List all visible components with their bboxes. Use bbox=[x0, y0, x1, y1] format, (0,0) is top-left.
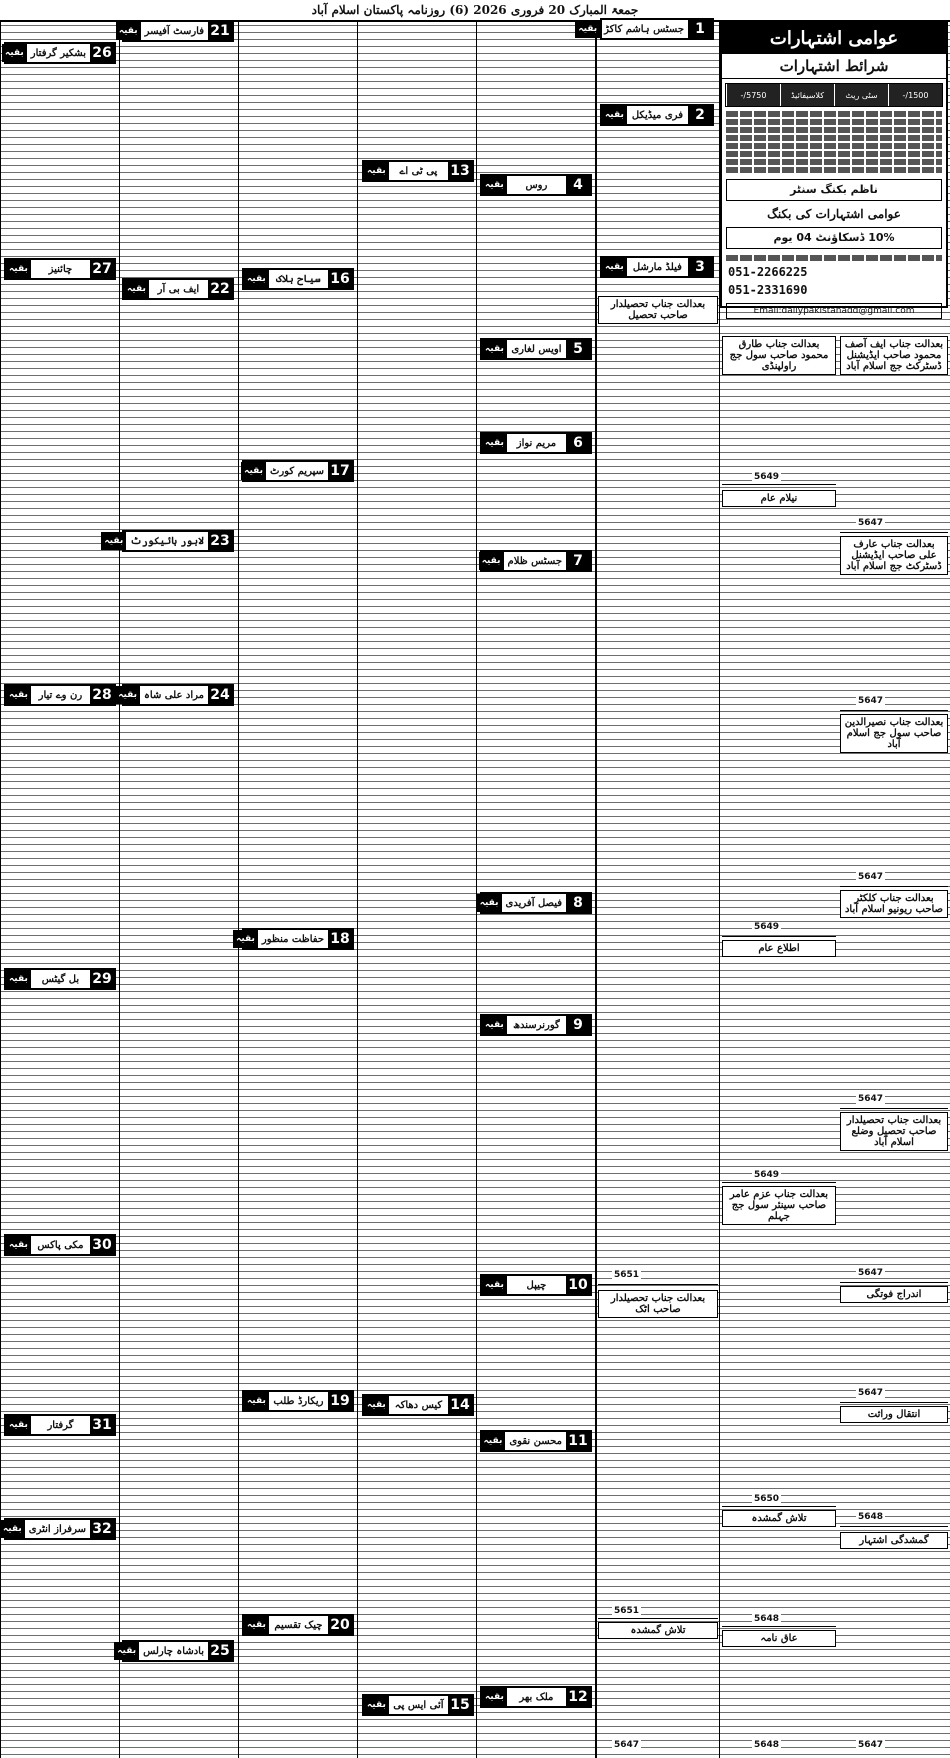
notice-code: 5647 bbox=[858, 696, 884, 706]
notice-heading: گمشدگی اشتہار bbox=[840, 1532, 948, 1549]
notice-heading: بعدالت جناب عزم عامر صاحب سینئر سول جج جہلم bbox=[722, 1186, 836, 1225]
continuation-tag: 30 مکی پاکس بقیہ bbox=[4, 1234, 116, 1256]
phone-1: 051-2266225 bbox=[728, 265, 808, 279]
notice-heading: بعدالت جناب نصیرالدین صاحب سول جج اسلام آباد bbox=[840, 714, 948, 753]
notice-code: 5647 bbox=[858, 1388, 884, 1398]
notice-code: 5647 bbox=[858, 1268, 884, 1278]
rate-strip bbox=[725, 83, 943, 107]
continuation-tag: 5 اویس لغاری بقیہ bbox=[480, 338, 592, 360]
notice-code: 5649 bbox=[754, 472, 780, 482]
phone-2: 051-2331690 bbox=[728, 283, 808, 297]
continuation-tag: 32 سرفراز انٹری بقیہ bbox=[4, 1518, 116, 1540]
notice-code: 5648 bbox=[754, 1740, 780, 1750]
notice-code: 5649 bbox=[754, 1170, 780, 1180]
continuation-tag: 10 چیپل بقیہ bbox=[480, 1274, 592, 1296]
continuation-tag: 11 محسن نقوی بقیہ bbox=[480, 1430, 592, 1452]
notice-code: 5650 bbox=[754, 1494, 780, 1504]
notice-heading: عاق نامہ bbox=[722, 1630, 836, 1647]
continuation-tag: 29 بل گیٹس بقیہ bbox=[4, 968, 116, 990]
rate-cell: 1500/- bbox=[888, 84, 942, 106]
continuation-tag: 4 روس بقیہ bbox=[480, 174, 592, 196]
notice-code: 5647 bbox=[858, 872, 884, 882]
notice-code: 5647 bbox=[614, 1740, 640, 1750]
rate-cell: سٹی ریٹ bbox=[834, 84, 888, 106]
notice-code: 5649 bbox=[754, 922, 780, 932]
continuation-tag: 25 بادشاہ چارلس بقیہ bbox=[122, 1640, 234, 1662]
continuation-tag: 18 حفاظت منظور بقیہ bbox=[242, 928, 354, 950]
continuation-tag: 16 سیاح ہلاک بقیہ bbox=[242, 268, 354, 290]
classifieds-title: عوامی اشتہارات bbox=[722, 24, 946, 54]
notice-heading: بعدالت جناب تحصیلدار صاحب تحصیل وضلع اسلام آباد bbox=[840, 1112, 948, 1151]
continuation-tag: 31 گرفتار بقیہ bbox=[4, 1414, 116, 1436]
continuation-tag: 15 آئی ایس پی بقیہ bbox=[362, 1694, 474, 1716]
news-column-8 bbox=[0, 22, 119, 1758]
continuation-tag: 7 جسٹس ظلام بقیہ bbox=[480, 550, 592, 572]
notice-code: 5647 bbox=[858, 518, 884, 528]
news-column-5 bbox=[357, 22, 476, 1758]
continuation-tag: 1 جسٹس ہاشم کاکڑ بقیہ bbox=[600, 18, 714, 40]
classifieds-panel bbox=[720, 22, 948, 316]
continuation-tag: 20 چیک تقسیم بقیہ bbox=[242, 1614, 354, 1636]
news-column-3 bbox=[595, 22, 721, 1758]
booking-discount: 10% ڈسکاؤنٹ 04 یوم bbox=[726, 227, 942, 249]
continuation-tag: 12 ملک بھر بقیہ bbox=[480, 1686, 592, 1708]
continuation-tag: 22 ایف بی آر بقیہ bbox=[122, 278, 234, 300]
notice-heading: بعدالت جناب کلکٹر صاحب ریونیو اسلام آباد bbox=[840, 890, 948, 918]
notice-heading: انتقال وراثت bbox=[840, 1406, 948, 1423]
notice-code: 5651 bbox=[614, 1270, 640, 1280]
continuation-tag: 8 فیصل آفریدی بقیہ bbox=[480, 892, 592, 914]
news-column-4 bbox=[476, 22, 595, 1758]
notice-code: 5647 bbox=[858, 1740, 884, 1750]
notice-heading: نیلام عام bbox=[722, 490, 836, 507]
classifieds-subtitle: شرائط اشتہارات bbox=[722, 54, 946, 79]
continuation-tag: 13 پی ٹی اے بقیہ bbox=[362, 160, 474, 182]
continuation-tag: 2 فری میڈیکل بقیہ bbox=[600, 104, 714, 126]
notice-heading: اندراج فوتگی bbox=[840, 1286, 948, 1303]
continuation-tag: 19 ریکارڈ طلب بقیہ bbox=[242, 1390, 354, 1412]
notice-code: 5651 bbox=[614, 1606, 640, 1616]
notice-heading: تلاش گمشدہ bbox=[598, 1622, 718, 1639]
continuation-tag: 23 لاہور ہائیکورٹ بقیہ bbox=[122, 530, 234, 552]
continuation-tag: 28 رن وے تیار بقیہ bbox=[4, 684, 116, 706]
notice-heading: اطلاع عام bbox=[722, 940, 836, 957]
notice-heading: بعدالت جناب تحصیلدار صاحب تحصیل bbox=[598, 296, 718, 324]
rate-cell: کلاسیفائیڈ bbox=[780, 84, 834, 106]
notice-code: 5648 bbox=[858, 1512, 884, 1522]
notice-code: 5647 bbox=[858, 1094, 884, 1104]
rate-cell: 5750/- bbox=[726, 84, 780, 106]
notice-heading: تلاش گمشدہ bbox=[722, 1510, 836, 1527]
continuation-tag: 27 چائنیز بقیہ bbox=[4, 258, 116, 280]
continuation-tag: 6 مریم نواز بقیہ bbox=[480, 432, 592, 454]
booking-title: عوامی اشتہارات کی بکنگ bbox=[767, 207, 901, 221]
email-address: Email:dailypakistanadd@gmail.com bbox=[726, 303, 942, 319]
continuation-tag: 26 بشکیر گرفتار بقیہ bbox=[4, 42, 116, 64]
notice-heading: بعدالت جناب عارف علی صاحب ایڈیشنل ڈسٹرکٹ جج اسلام آباد bbox=[840, 536, 948, 575]
continuation-tag: 9 گورنرسندھ بقیہ bbox=[480, 1014, 592, 1036]
continuation-tag: 3 فیلڈ مارشل بقیہ bbox=[600, 256, 714, 278]
booking-center: ناظم بکنگ سنٹر bbox=[726, 179, 942, 201]
continuation-tag: 21 فارسٹ آفیسر بقیہ bbox=[122, 20, 234, 42]
continuation-tag: 24 مراد علی شاہ بقیہ bbox=[122, 684, 234, 706]
continuation-tag: 17 سپریم کورٹ بقیہ bbox=[242, 460, 354, 482]
notice-heading: بعدالت جناب ایف آصف محمود صاحب ایڈیشنل ڈسٹرکٹ جج اسلام آباد bbox=[840, 336, 948, 375]
continuation-tag: 14 کیس دھاکہ بقیہ bbox=[362, 1394, 474, 1416]
notice-heading: بعدالت جناب طارق محمود صاحب سول جج راولپنڈی bbox=[722, 336, 836, 375]
page-header: جمعۃ المبارک 20 فروری 2026 (6) روزنامہ پاکستان اسلام آباد bbox=[0, 0, 950, 22]
notice-code: 5648 bbox=[754, 1614, 780, 1624]
notice-heading: بعدالت جناب تحصیلدار صاحب اٹک bbox=[598, 1290, 718, 1318]
